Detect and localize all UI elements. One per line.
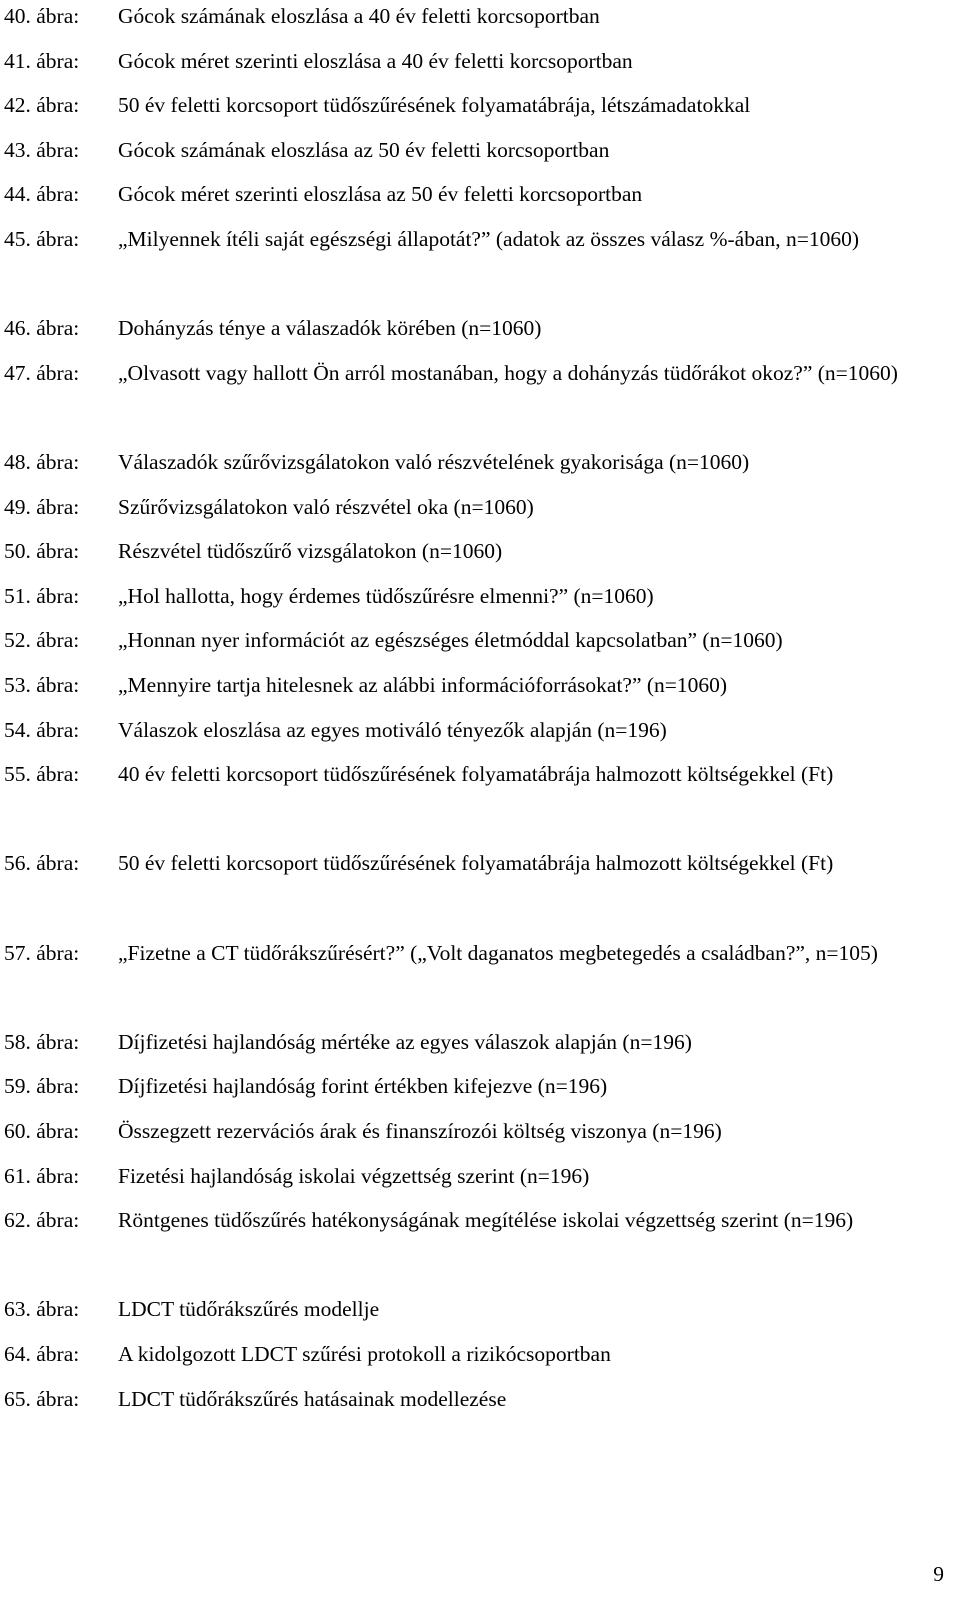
figure-title: „Hol hallotta, hogy érdemes tüdőszűrésre elmenni?” (n=1060) [118, 583, 654, 608]
figure-title: „Fizetne a CT tüdőrákszűrésért?” („Volt daganatos megbetegedés a családban?”, n=105) [118, 940, 878, 965]
figure-title: Válaszadók szűrővizsgálatokon való részvételének gyakorisága (n=1060) [118, 450, 750, 474]
figure-entry-47 [4, 351, 945, 396]
figure-title: Részvétel tüdőszűrő vizsgálatokon (n=1060) [118, 539, 503, 564]
figure-number: 49. ábra: [4, 494, 80, 519]
figure-title: Röntgenes tüdőszűrés hatékonyságának megítélése iskolai végzettség szerint (n=196) [118, 1208, 854, 1233]
page-number: 9 [933, 1562, 944, 1586]
figure-entry-53 [4, 663, 945, 708]
figure-number: 62. ábra: [4, 1208, 80, 1233]
figure-number: 46. ábra: [4, 316, 80, 341]
figure-entry-63 [4, 1287, 945, 1332]
figure-entry-48 [4, 440, 945, 485]
figure-number: 51. ábra: [4, 583, 80, 608]
figure-entry-45 [4, 217, 945, 262]
figure-number: 41. ábra: [4, 48, 80, 73]
figure-entry-64 [4, 1332, 945, 1377]
figure-entry-50 [4, 529, 945, 574]
figure-number: 54. ábra: [4, 717, 80, 742]
figure-entry-65 [4, 1377, 945, 1422]
figure-title: Gócok számának eloszlása az 50 év feletti korcsoportban [118, 137, 610, 162]
figure-title: „Olvasott vagy hallott Ön arról mostanában, hogy a dohányzás tüdőrákot okoz?” (n=1060) [118, 360, 898, 385]
figure-number: 47. ábra: [4, 360, 80, 385]
figure-number: 50. ábra: [4, 539, 80, 564]
figure-title: Szűrővizsgálatokon való részvétel oka (n=1060) [118, 494, 534, 519]
figure-title: Válaszok eloszlása az egyes motiváló tényezők alapján (n=196) [118, 717, 667, 742]
figure-number: 65. ábra: [4, 1386, 80, 1411]
figure-number: 57. ábra: [4, 940, 80, 965]
figure-entry-44 [4, 172, 945, 217]
figure-entry-52 [4, 618, 945, 663]
figure-entry-60 [4, 1109, 945, 1154]
figure-title: „Milyennek ítéli saját egészségi állapotát?” (adatok az összes válasz %-ában, n=1060) [118, 227, 860, 251]
figure-entry-49 [4, 485, 945, 530]
figure-number: 63. ábra: [4, 1297, 80, 1322]
figure-entry-40 [4, 0, 945, 39]
figure-entry-57 [4, 931, 945, 976]
figure-title: Összegzett rezervációs árak és finanszírozói költség viszonya (n=196) [118, 1119, 722, 1143]
figure-title: LDCT tüdőrákszűrés modellje [118, 1297, 380, 1322]
figure-title: Gócok méret szerinti eloszlása a 40 év feletti korcsoportban [118, 48, 633, 73]
figure-number: 59. ábra: [4, 1074, 80, 1099]
figure-number: 48. ábra: [4, 450, 80, 474]
figure-title: Díjfizetési hajlandóság forint értékben kifejezve (n=196) [118, 1074, 608, 1099]
figure-number: 45. ábra: [4, 227, 80, 251]
figure-entry-51 [4, 574, 945, 619]
figure-title: Díjfizetési hajlandóság mértéke az egyes válaszok alapján (n=196) [118, 1029, 692, 1054]
figure-entry-42 [4, 83, 945, 128]
figure-number: 55. ábra: [4, 762, 80, 787]
figure-title: Gócok számának eloszlása a 40 év feletti korcsoportban [118, 4, 600, 28]
figure-title: 50 év feletti korcsoport tüdőszűrésének folyamatábrája halmozott költségekkel (Ft) [118, 851, 834, 876]
figure-number: 56. ábra: [4, 851, 80, 876]
figure-number: 40. ábra: [4, 4, 80, 28]
figure-number: 44. ábra: [4, 182, 80, 207]
figure-entry-55 [4, 752, 945, 797]
figure-entry-46 [4, 306, 945, 351]
figure-entry-54 [4, 708, 945, 753]
figure-number: 53. ábra: [4, 673, 80, 697]
figure-entry-59 [4, 1064, 945, 1109]
figure-number: 42. ábra: [4, 93, 80, 118]
figure-number: 61. ábra: [4, 1163, 80, 1188]
figure-entry-56 [4, 841, 945, 886]
figure-entry-62 [4, 1198, 945, 1243]
figure-title: Fizetési hajlandóság iskolai végzettség szerint (n=196) [118, 1163, 590, 1188]
figure-number: 60. ábra: [4, 1119, 80, 1143]
figure-title: 50 év feletti korcsoport tüdőszűrésének folyamatábrája, létszámadatokkal [118, 93, 751, 118]
figure-title: Gócok méret szerinti eloszlása az 50 év feletti korcsoportban [118, 182, 643, 207]
figure-entry-58 [4, 1020, 945, 1065]
figure-title: 40 év feletti korcsoport tüdőszűrésének folyamatábrája halmozott költségekkel (Ft) [118, 762, 834, 787]
figure-number: 52. ábra: [4, 628, 80, 653]
figure-number: 64. ábra: [4, 1342, 80, 1366]
figure-title: A kidolgozott LDCT szűrési protokoll a rizikócsoportban [118, 1342, 611, 1366]
figure-entry-43 [4, 128, 945, 173]
figure-title: LDCT tüdőrákszűrés hatásainak modellezése [118, 1386, 507, 1411]
figure-number: 43. ábra: [4, 137, 80, 162]
figure-entry-41 [4, 39, 945, 84]
figure-title: Dohányzás ténye a válaszadók körében (n=1060) [118, 316, 542, 341]
figure-entry-61 [4, 1154, 945, 1199]
figure-title: „Honnan nyer információt az egészséges életmóddal kapcsolatban” (n=1060) [118, 628, 783, 653]
figure-number: 58. ábra: [4, 1029, 80, 1054]
figure-title: „Mennyire tartja hitelesnek az alábbi információforrásokat?” (n=1060) [118, 673, 728, 697]
